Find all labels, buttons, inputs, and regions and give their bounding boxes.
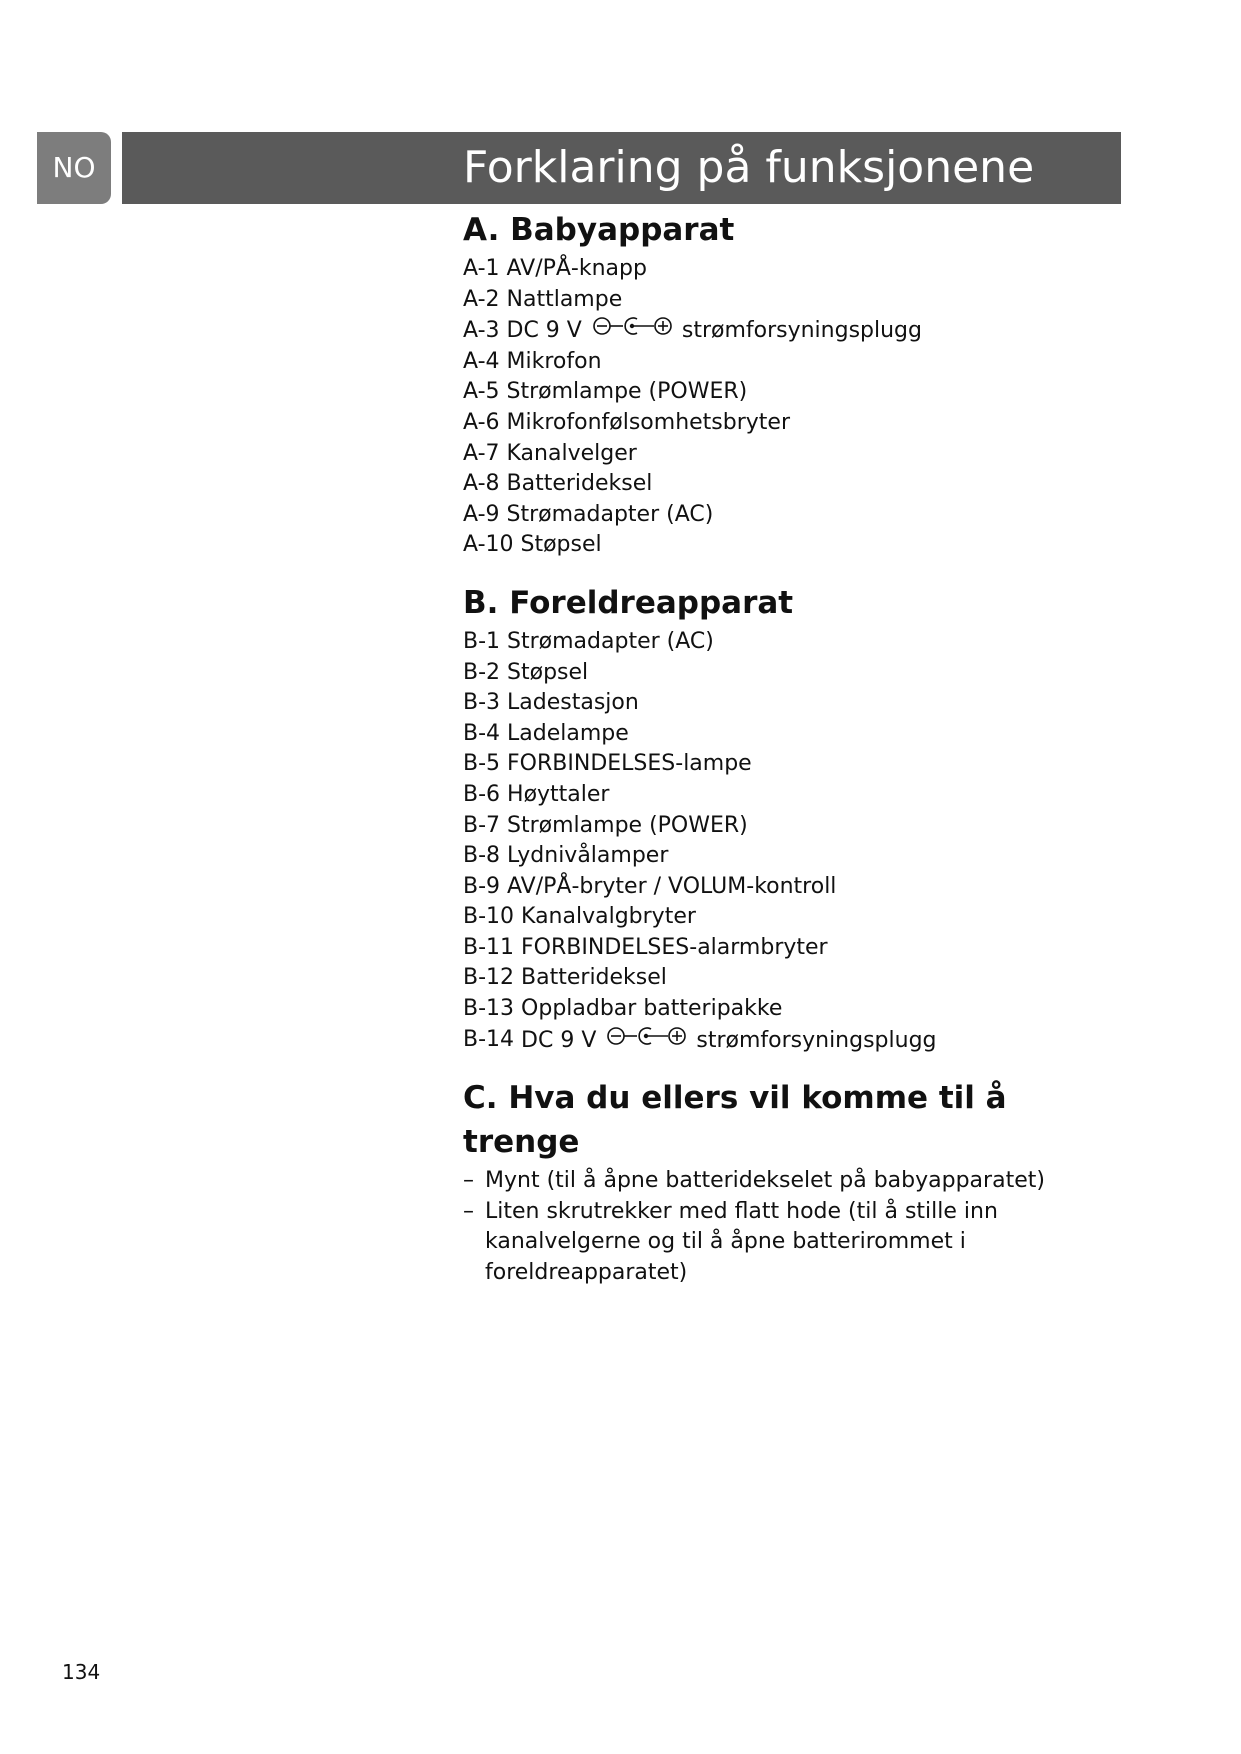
list-item — [463, 439, 1123, 470]
item-code: A-9 — [463, 501, 500, 527]
item-code: B-10 — [463, 904, 515, 930]
section-babyapparat — [463, 208, 1123, 561]
section-heading: B. Foreldreapparat — [463, 584, 794, 621]
item-text: Støpsel — [520, 532, 602, 558]
list-item — [463, 780, 1123, 811]
language-tab: NO — [37, 132, 111, 204]
list-item — [463, 719, 1123, 750]
needs-list — [463, 1166, 1123, 1288]
section-heading: C. Hva du ellers vil komme til å trenge — [463, 1080, 1007, 1161]
list-item — [463, 285, 1123, 316]
item-code: B-5 — [463, 751, 501, 777]
item-text: Strømlampe (POWER) — [506, 379, 748, 405]
list-item — [463, 469, 1123, 500]
item-code: A-5 — [463, 379, 500, 405]
list-item — [463, 749, 1123, 780]
item-code: B-1 — [463, 628, 501, 654]
section-other-needs — [463, 1076, 1123, 1288]
item-code: B-4 — [463, 720, 501, 746]
item-code: A-6 — [463, 409, 500, 435]
list-item — [463, 872, 1123, 903]
list-item — [463, 315, 1123, 347]
item-text: Strømadapter (AC) — [506, 501, 714, 527]
list-item — [463, 530, 1123, 561]
item-code: A-4 — [463, 348, 500, 374]
item-code: B-13 — [463, 996, 515, 1022]
section-heading: A. Babyapparat — [463, 212, 735, 248]
item-suffix: strømforsyningsplugg — [696, 1027, 937, 1053]
item-text: FORBINDELSES-alarmbryter — [521, 934, 828, 960]
title-bar — [122, 132, 1121, 204]
list-item — [463, 347, 1123, 378]
item-text: Liten skrutrekker med flatt hode (til å stille inn kanalvelgerne og til å åpne batterirommet i foreldreapparatet) — [485, 1198, 998, 1286]
item-text: Batterideksel — [521, 965, 667, 991]
item-text: AV/PÅ-bryter / VOLUM-kontroll — [507, 873, 837, 899]
list-item — [463, 994, 1123, 1025]
item-code: B-12 — [463, 965, 515, 991]
list-item — [463, 902, 1123, 933]
item-text: Strømadapter (AC) — [507, 628, 714, 654]
dash-bullet: – — [463, 1168, 474, 1194]
list-item — [463, 933, 1123, 964]
item-text: Nattlampe — [506, 286, 623, 312]
list-item — [463, 841, 1123, 872]
item-code: A-8 — [463, 471, 500, 497]
list-item — [463, 500, 1123, 531]
list-item — [463, 658, 1123, 689]
item-text: Lydnivålamper — [507, 843, 669, 869]
item-list — [463, 254, 1123, 561]
item-text: Kanalvalgbryter — [521, 904, 696, 930]
list-item — [463, 688, 1123, 719]
item-text: Høyttaler — [507, 781, 610, 807]
item-code: A-3 — [463, 317, 500, 343]
list-item — [463, 1025, 1123, 1057]
list-item — [463, 963, 1123, 994]
item-code: B-2 — [463, 659, 501, 685]
item-code: B-7 — [463, 812, 501, 838]
dash-bullet: – — [463, 1198, 474, 1224]
item-suffix: strømforsyningsplugg — [681, 317, 922, 343]
item-code: B-11 — [463, 934, 515, 960]
item-code: B-8 — [463, 843, 501, 869]
item-code: B-9 — [463, 873, 501, 899]
list-item — [463, 254, 1123, 285]
item-code: A-1 — [463, 256, 500, 281]
item-text: Strømlampe (POWER) — [507, 812, 748, 838]
list-item — [463, 408, 1123, 439]
list-item — [463, 377, 1123, 408]
item-text: Kanalvelger — [506, 440, 637, 466]
item-code: B-14 — [463, 1027, 515, 1053]
item-list — [463, 627, 1123, 1056]
item-text: Ladelampe — [507, 720, 629, 746]
item-text: Mynt (til å åpne batteridekselet på babyapparatet) — [485, 1168, 1045, 1194]
item-text: FORBINDELSES-lampe — [507, 751, 752, 777]
dc-polarity-icon — [592, 315, 674, 347]
item-text: DC 9 V — [521, 1027, 597, 1053]
item-text: Ladestasjon — [507, 690, 639, 716]
content — [463, 208, 1123, 1309]
item-text: Mikrofonfølsomhetsbryter — [506, 409, 790, 435]
list-item — [463, 811, 1123, 842]
list-item — [463, 1166, 1123, 1197]
item-text: Batterideksel — [506, 471, 653, 497]
item-text: Mikrofon — [506, 348, 602, 374]
item-code: A-10 — [463, 532, 514, 558]
item-code: B-6 — [463, 781, 501, 807]
item-code: B-3 — [463, 690, 501, 716]
item-text: DC 9 V — [506, 317, 582, 343]
item-code: A-7 — [463, 440, 500, 466]
list-item — [463, 1197, 1123, 1289]
item-code: A-2 — [463, 286, 500, 312]
list-item — [463, 627, 1123, 658]
page-title: Forklaring på funksjonene — [463, 142, 1035, 193]
item-text: Støpsel — [507, 659, 589, 685]
section-foreldreapparat — [463, 581, 1123, 1056]
page-number: 134 — [62, 1660, 101, 1684]
item-text: AV/PÅ-knapp — [506, 256, 647, 281]
dc-polarity-icon — [606, 1025, 688, 1057]
item-text: Oppladbar batteripakke — [521, 996, 783, 1022]
